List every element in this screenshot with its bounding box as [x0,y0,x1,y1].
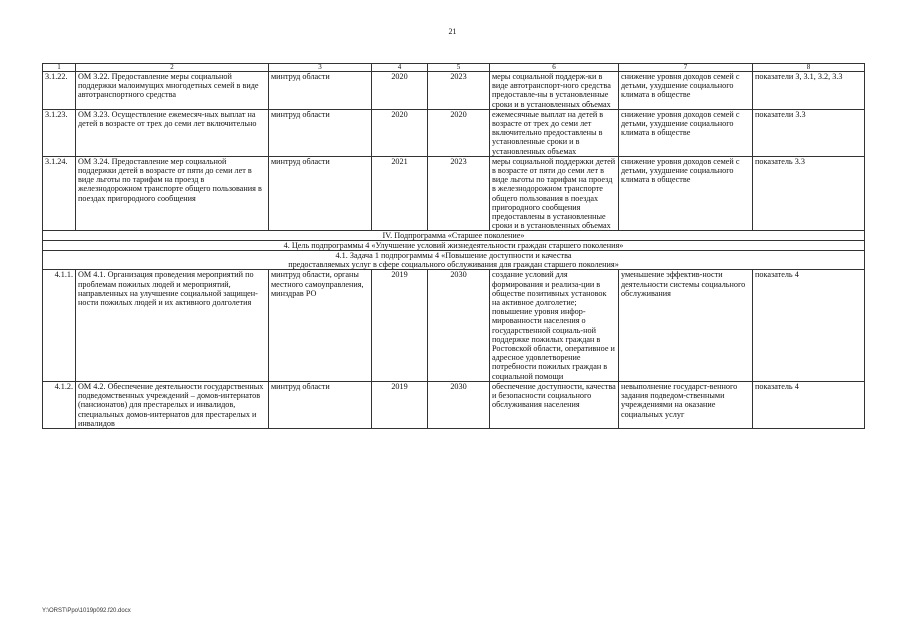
section-row [43,251,865,270]
table-row [43,109,865,156]
column-number: 4 [372,64,428,72]
subprogram-title: IV. Подпрограмма «Старшее поколение» [43,231,865,241]
page-number: 21 [448,27,457,36]
indicator-link: показатель 3.3 [753,156,865,231]
section-row [43,241,865,251]
footer-file-path: Y:\ORST\Ppo\1019p092.f20.docx [42,608,131,614]
indicator-link: показатели 3, 3.1, 3.2, 3.3 [753,72,865,110]
indicator-link: показатель 4 [753,381,865,428]
table-row [43,156,865,231]
non-implementation-consequences: невыполнение государст-венного задания подведом-ственными учреждениями на оказание социальных услуг [619,381,753,428]
subprogram-task [43,251,865,270]
start-year: 2020 [372,109,428,156]
row-number: 3.1.22. [43,72,76,110]
expected-result: меры социальной поддержки детей в возрасте от пяти до семи лет в виде льготы по тарифам на проезд в железнодорожном транспорте общего пользования в поездах пригородного сообщения предоставлены в установленные сроки и в установленных объемах [490,156,619,231]
subprogram-goal: 4. Цель подпрограммы 4 «Улучшение условий жизнедеятельности граждан старшего поколения» [43,241,865,251]
non-implementation-consequences: снижение уровня доходов семей с детьми, ухудшение социального климата в обществе [619,72,753,110]
column-number-row [43,64,865,72]
indicator-link: показатели 3.3 [753,109,865,156]
end-year: 2023 [428,72,490,110]
expected-result: меры социальной поддерж-ки в виде автотранспорт-ного средства предоставле-ны в установленные сроки и в установленных объемах [490,72,619,110]
row-number: 4.1.1. [43,270,76,381]
column-number: 5 [428,64,490,72]
start-year: 2021 [372,156,428,231]
start-year: 2019 [372,381,428,428]
end-year: 2023 [428,156,490,231]
executor: минтруд области, органы местного самоуправления, минздрав РО [269,270,372,381]
column-number: 7 [619,64,753,72]
section-row [43,231,865,241]
measure-name: ОМ 3.24. Предоставление мер социальной поддержки детей в возрасте от пяти до семи лет в виде льготы по тарифам на проезд в железнодорожном транспорте общего пользования в поездах пригородного сообщения [76,156,269,231]
task-line-1: 4.1. Задача 1 подпрограммы 4 «Повышение доступности и качества [335,251,572,261]
task-line-2: предоставляемых услуг в сфере социального обслуживания для граждан старшего поколения» [288,260,619,270]
non-implementation-consequences: снижение уровня доходов семей с детьми, ухудшение социального климата в обществе [619,109,753,156]
column-number: 3 [269,64,372,72]
start-year: 2019 [372,270,428,381]
indicator-link: показатель 4 [753,270,865,381]
start-year: 2020 [372,72,428,110]
expected-result: создание условий для формирования и реализа-ции в обществе позитивных установок на активное долголетие; повышение уровня инфор-мированности населения о государственной социаль-ной поддержке пожилых граждан в Ростовской области, оперативное и адресное удовлетворение потребности пожилых граждан в социальной помощи [490,270,619,381]
end-year: 2030 [428,270,490,381]
table-row [43,381,865,428]
row-number: 4.1.2. [43,381,76,428]
table-row [43,270,865,381]
measure-name: ОМ 3.23. Осуществление ежемесяч-ных выплат на детей в возрасте от трех до семи лет включительно [76,109,269,156]
end-year: 2030 [428,381,490,428]
end-year: 2020 [428,109,490,156]
measure-name: ОМ 4.1. Организация проведения мероприятий по проблемам пожилых людей и мероприятий, направленных на улучшение социальной защищен-ности пожилых людей и их активного долголетия [76,270,269,381]
executor: минтруд области [269,381,372,428]
column-number: 8 [753,64,865,72]
column-number: 1 [43,64,76,72]
measure-name: ОМ 3.22. Предоставление меры социальной поддержки малоимущих многодетных семей в виде автотранспортного средства [76,72,269,110]
table-row [43,72,865,110]
column-number: 2 [76,64,269,72]
column-number: 6 [490,64,619,72]
executor: минтруд области [269,156,372,231]
executor: минтруд области [269,109,372,156]
expected-result: обеспечение доступности, качества и безопасности социального обслуживания населения [490,381,619,428]
row-number: 3.1.23. [43,109,76,156]
expected-result: ежемесячные выплат на детей в возрасте от трех до семи лет включительно предоставлены в установленные сроки и в установленных объемах [490,109,619,156]
non-implementation-consequences: снижение уровня доходов семей с детьми, ухудшение социального климата в обществе [619,156,753,231]
measure-name: ОМ 4.2. Обеспечение деятельности государственных подведомственных учреждений – домов-интернатов (пансионатов) для престарелых и инвалидов, специальных домов-интернатов для престарелых и инвалидов [76,381,269,428]
non-implementation-consequences: уменьшение эффектив-ности деятельности системы социального обслуживания [619,270,753,381]
program-measures-table [42,63,865,429]
executor: минтруд области [269,72,372,110]
row-number: 3.1.24. [43,156,76,231]
